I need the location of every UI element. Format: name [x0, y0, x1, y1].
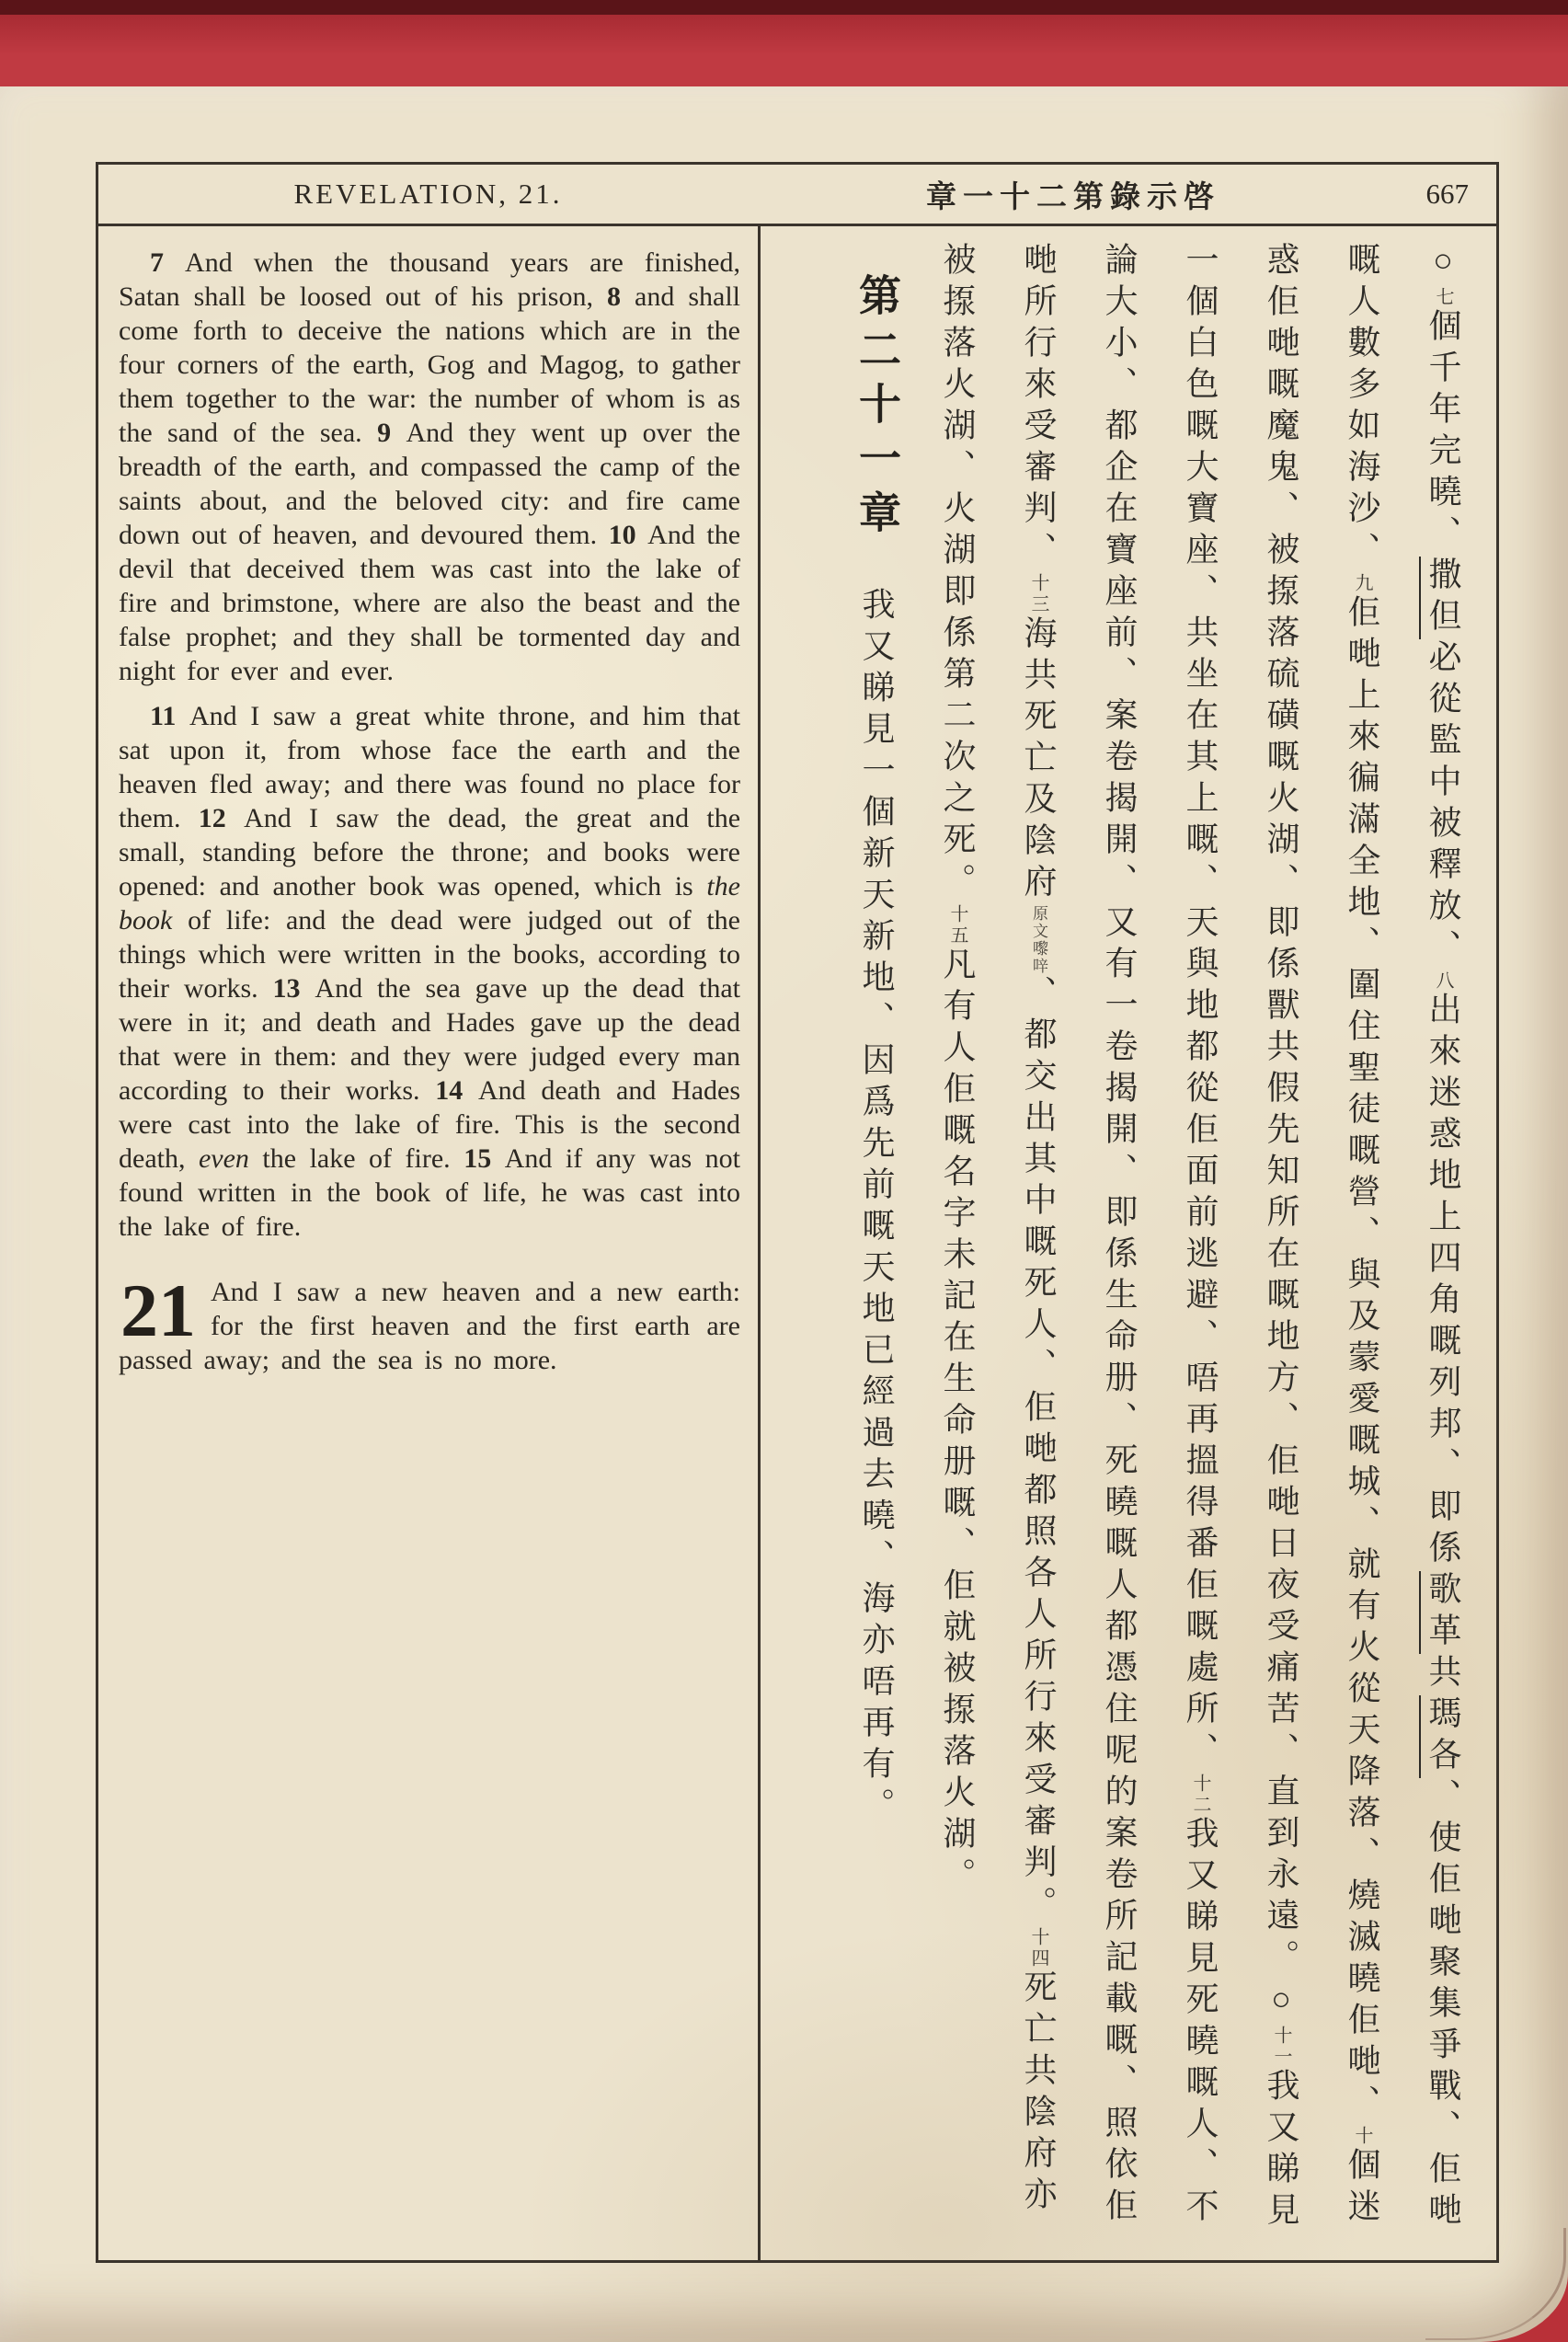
header-chinese-title: 章一十二第錄示啓 — [926, 180, 1220, 214]
page-number: 667 — [1425, 178, 1469, 210]
english-column — [119, 246, 740, 2251]
chapter-drop-cap-number: 21 — [120, 1269, 196, 1352]
english-paragraph-verses-11-15: 11 And I saw a great white throne, and him that sat upon it, from whose face the earth and the heaven fled away; and there was found no place for them. 12 And I saw the dead, the great and the small, standing before the throne; and books were opened: and another book was opened, which is the book of life: and the dead were judged out of the things which were written in the books, according to their works. 13 And the sea gave up the dead that were in it; and death and Hades gave up the dead that were in them: and they were judged every man according to their works. 14 And death and Hades were cast into the lake of fire. This is the second death, even the lake of fire. 15 And if any was not found written in the book of life, he was cast into the lake of fire. — [119, 701, 740, 1242]
page-header — [98, 165, 1496, 226]
english-paragraph-verses-7-10: 7 And when the thousand years are finished, Satan shall be loosed out of his prison, 8 and shall come forth to deceive the nations which are in the four corners of the earth, Gog and Magog, to gather them together to the war: the number of whom is as the sand of the sea. 9 And they went up over the breadth of the earth, and compassed the camp of the saints about, and the beloved city: and fire came down out of heaven, and devoured them. 10 And the devil that deceived them was cast into the lake of fire and brimstone, where are also the beast and the false prophet; and they shall be tormented day and night for ever and ever. — [119, 247, 740, 686]
chinese-chapter-21-block — [836, 242, 917, 2249]
english-chapter-21-paragraph — [119, 1269, 740, 1377]
english-chapter-21-verse-1: And I saw a new heaven and a new earth: for the first heaven and the first earth are passed away; and the sea is no more. — [119, 1277, 740, 1375]
chinese-column — [775, 242, 1483, 2249]
header-english-title: REVELATION, 21. — [293, 178, 563, 210]
column-divider-rule — [758, 226, 761, 2260]
chinese-passage-verses-7-15: ○七個千年完曉、撒但必從監中被釋放、八出來迷惑地上四角嘅列邦、即係歌革共瑪各、使佢哋聚集爭戰、佢哋嘅人數多如海沙、九佢哋上來徧滿全地、圍住聖徒嘅營、與及蒙愛嘅城、就有火從天降落、燒滅曉佢哋、十個迷惑佢哋嘅魔鬼、被揼落硫磺嘅火湖、即係獸共假先知所在嘅地方、佢哋日夜受痛苦、直到永遠。○十一我又睇見一個白色嘅大寶座、共坐在其上嘅、天與地都從佢面前逃避、唔再搵得番佢嘅處所、十二我又睇見死曉嘅人、不論大小、都企在寶座前、案卷揭開、又有一卷揭開、即係生命册、死曉嘅人都憑住呢的案卷所記載嘅、照依佢哋所行來受審判、十三海共死亡及陰府原文嚟㖕、都交出其中嘅死人、佢哋都照各人所行來受審判。十四死亡共陰府亦被揼落火湖、火湖即係第二次之死。十五凡有人佢嘅名字未記在生命册嘅、佢就被揼落火湖。 — [939, 242, 1461, 2233]
content-frame — [96, 162, 1499, 2263]
heading-gap — [876, 545, 877, 587]
chinese-chapter-21-verse-1: 我又睇見一個新天新地、因爲先前嘅天地已經過去曉、海亦唔再有。 — [858, 587, 895, 1829]
chinese-chapter-heading: 第二十一章 — [853, 273, 900, 545]
